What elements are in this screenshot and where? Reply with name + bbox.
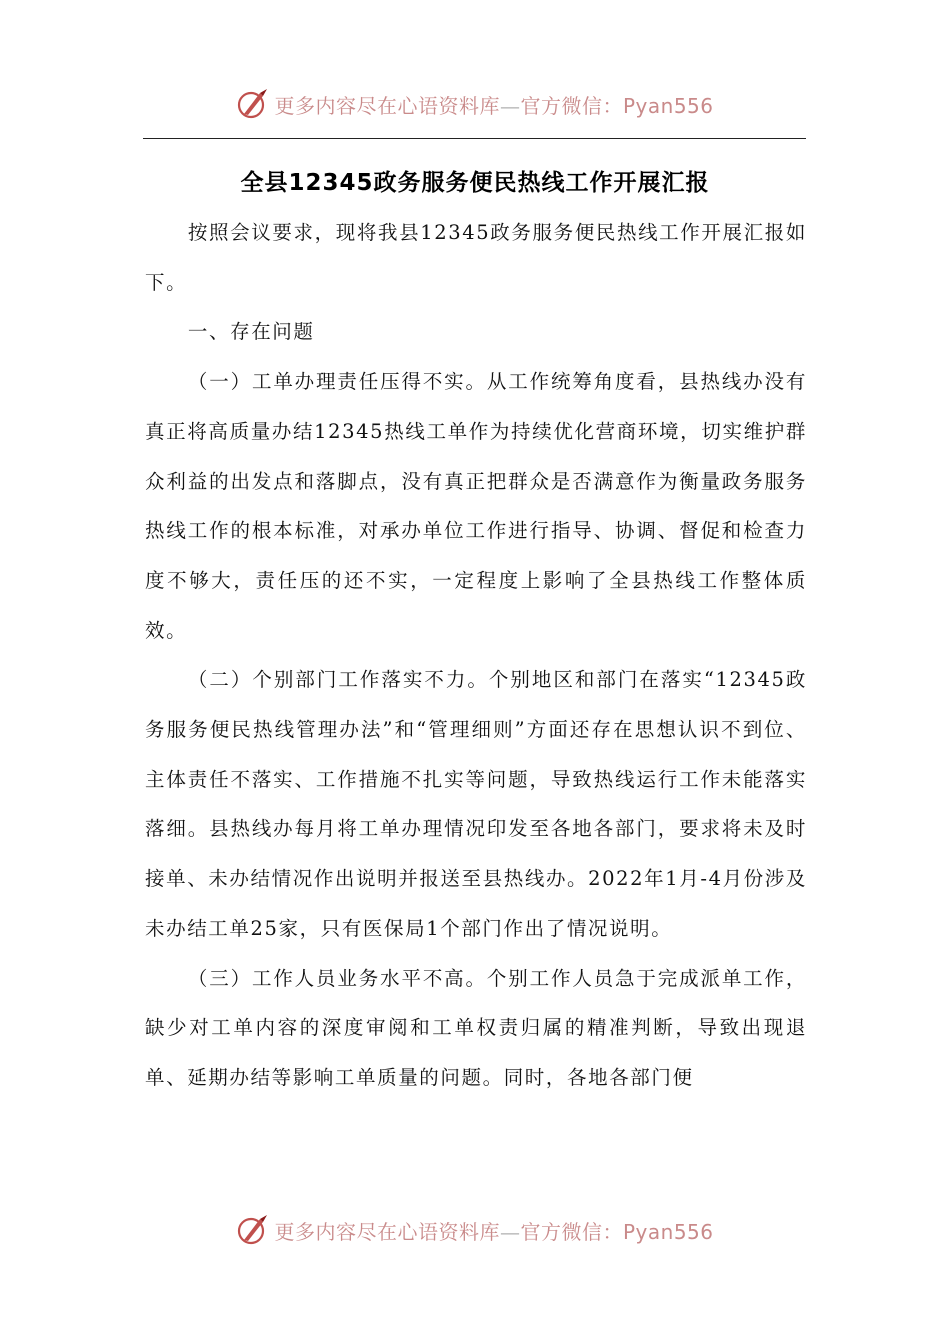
- section-heading: 一、存在问题: [187, 320, 315, 344]
- quill-logo-icon: [236, 87, 270, 121]
- header-rule: [143, 138, 806, 139]
- document-body: [145, 208, 807, 1103]
- document-title: 全县12345政务服务便民热线工作开展汇报: [240, 170, 710, 196]
- footer-banner: [0, 1210, 950, 1250]
- paragraph-1: （一）工单办理责任压得不实。从工作统筹角度看，县热线办没有真正将高质量办结12345热线工单作为持续优化营商环境，切实维护群众利益的出发点和落脚点，没有真正把群众是否满意作为衡量政务服务热线工作的根本标准，对承办单位工作进行指导、协调、督促和检查力度不够大，责任压的还不实，一定程度上影响了全县热线工作整体质效。: [145, 370, 807, 642]
- quill-logo-icon: [236, 1213, 270, 1247]
- paragraph-3: （三）工作人员业务水平不高。个别工作人员急于完成派单工作，缺少对工单内容的深度审阅和工单权责归属的精准判断，导致出现退单、延期办结等影响工单质量的问题。同时，各地各部门便: [145, 966, 807, 1089]
- paragraph-2: （二）个别部门工作落实不力。个别地区和部门在落实“12345政务服务便民热线管理办法”和“管理细则”方面还存在思想认识不到位、主体责任不落实、工作措施不扎实等问题，导致热线运行工作未能落实落细。县热线办每月将工单办理情况印发至各地各部门，要求将未及时接单、未办结情况作出说明并报送至县热线办。2022年1月-4月份涉及未办结工单25家，只有医保局1个部门作出了情况说明。: [145, 668, 807, 940]
- banner-text: 更多内容尽在心语资料库—官方微信：Pyan556: [274, 1219, 714, 1244]
- paragraph-intro: 按照会议要求，现将我县12345政务服务便民热线工作开展汇报如下。: [145, 221, 807, 294]
- header-banner: [0, 84, 950, 124]
- banner-text: 更多内容尽在心语资料库—官方微信：Pyan556: [274, 93, 714, 118]
